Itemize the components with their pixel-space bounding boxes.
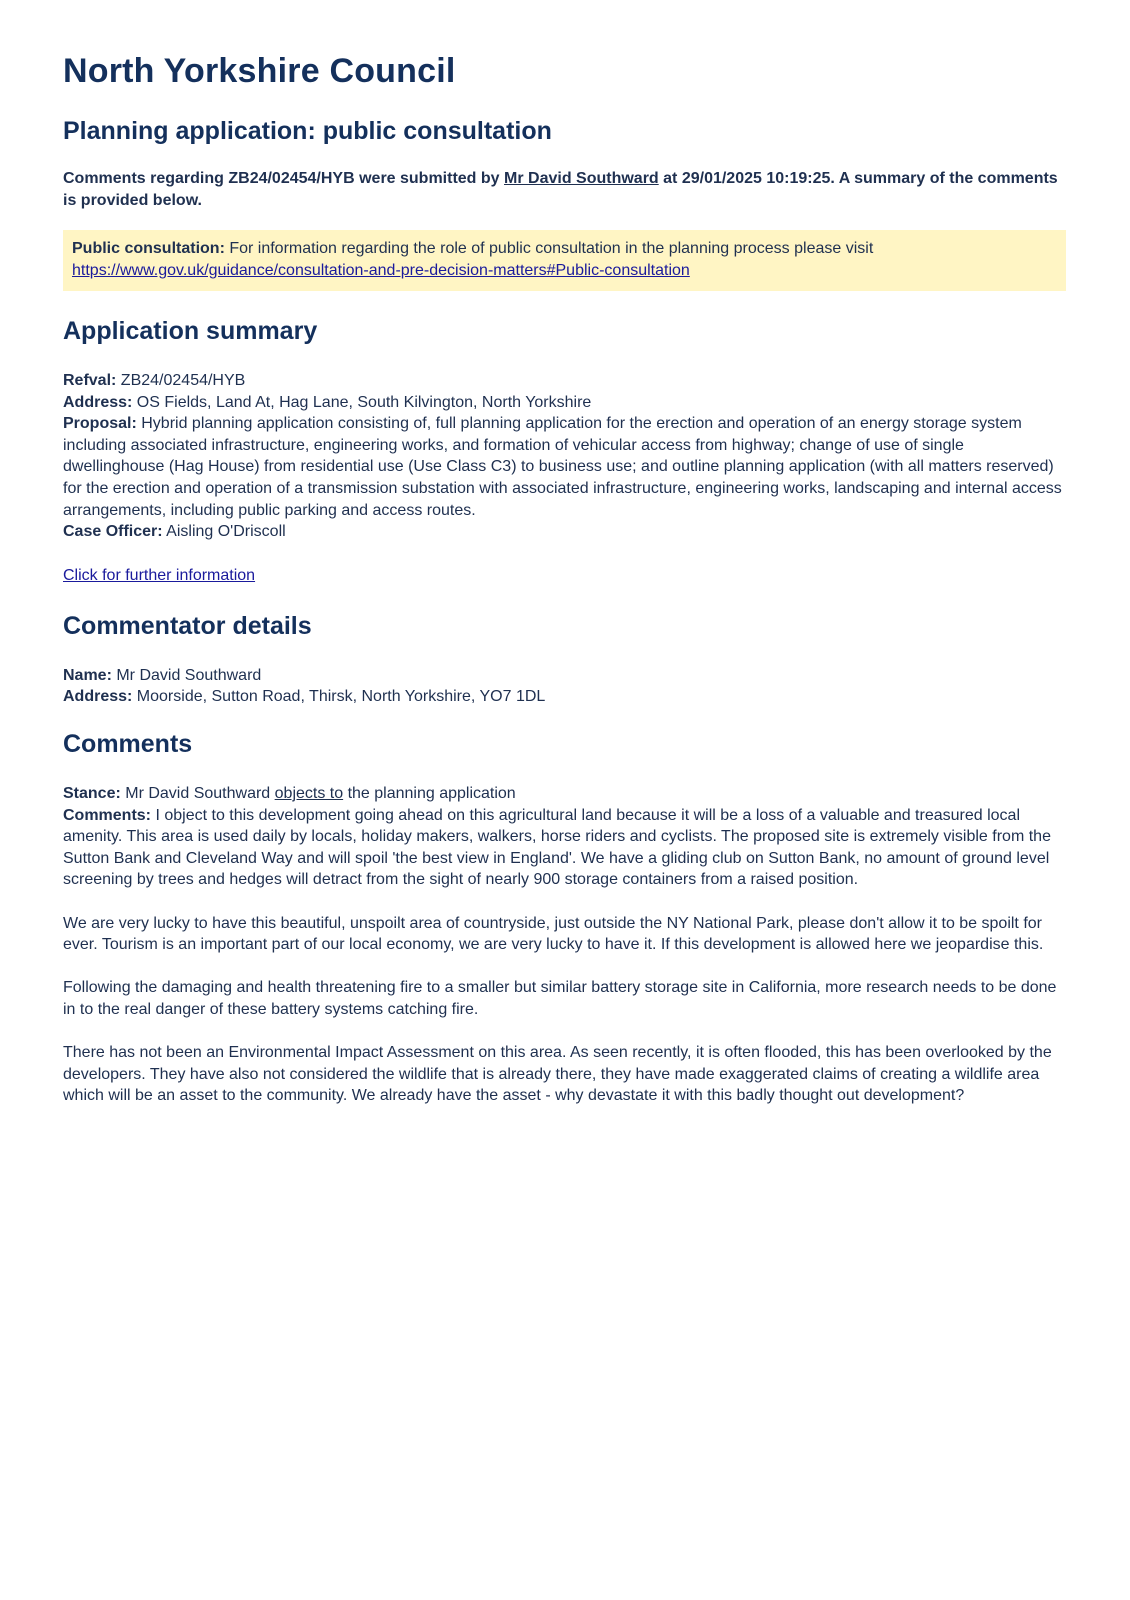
refval-value: ZB24/02454/HYB <box>116 372 246 389</box>
proposal-value: Hybrid planning application consisting of, full planning application for the erection and operation of an energy storage system including associated infrastructure, engineering works, and formation of vehicular access from highway; change of use of single dwellinghouse (Hag House) from residential use (Use Class C3) to business use; and outline planning application (with all matters reserved) for the erection and operation of a transmission substation with associated infrastructure, engineering works, landscaping and internal access arrangements, including public parking and access routes. <box>63 415 1062 519</box>
consultation-guidance-link[interactable]: https://www.gov.uk/guidance/consultation-and-pre-decision-matters#Public-consultation <box>72 262 690 279</box>
stance-label: Stance: <box>63 784 121 802</box>
commentator-link[interactable]: Mr David Southward <box>504 170 659 187</box>
name-label: Name: <box>63 666 112 684</box>
comments-label: Comments: <box>63 806 152 824</box>
comments-body <box>63 783 1066 1107</box>
refval-label: Refval: <box>63 372 117 389</box>
comment-paragraph-3: Following the damaging and health threatening fire to a smaller but similar battery storage site in California, more research needs to be done in to the real danger of these battery systems catching fire. <box>63 979 1057 1018</box>
name-value: Mr David Southward <box>111 666 262 684</box>
case-officer-value: Aisling O'Driscoll <box>162 523 286 541</box>
comment-paragraph-1: I object to this development going ahead on this agricultural land because it will be a loss of a valuable and treasured local amenity. This area is used daily by locals, holiday makers, walkers, horse riders and cyclists. The proposed site is extremely visible from the Sutton Bank and Cleveland Way and will spoil 'the best view in England'. We have a gliding club on Sutton Bank, no amount of ground level screening by trees and hedges will detract from the sight of nearly 900 storage containers from a raised position. <box>63 806 1051 889</box>
further-information-row <box>63 565 1066 587</box>
address-value: OS Fields, Land At, Hag Lane, South Kilvington, North Yorkshire <box>132 393 592 411</box>
intro-statement <box>63 168 1066 212</box>
notice-label: Public consultation: <box>72 240 225 257</box>
comment-paragraph-2: We are very lucky to have this beautiful, unspoilt area of countryside, just outside the NY National Park, please don't allow it to be spoilt for ever. Tourism is an important part of our local economy, we are very lucky to have it. If this development is allowed here we jeopardise this. <box>63 914 1044 954</box>
comment-paragraph-4: There has not been an Environmental Impact Assessment on this area. As seen recently, it is often flooded, this has been overlooked by the developers. They have also not considered the wildlife that is already there, they have made exaggerated claims of creating a wildlife area which will be an asset to the community. We already have the asset - why devastate it with this badly thought out development? <box>63 1044 1052 1105</box>
stance-value: objects to <box>274 784 344 802</box>
proposal-label: Proposal: <box>63 415 137 433</box>
council-title: North Yorkshire Council <box>63 52 456 90</box>
comments-heading: Comments <box>63 729 193 758</box>
commentator-address-label: Address: <box>63 688 133 706</box>
public-consultation-notice <box>63 230 1066 291</box>
further-information-link[interactable]: Click for further information <box>63 566 256 584</box>
case-officer-label: Case Officer: <box>63 523 163 541</box>
commentator-address-value: Moorside, Sutton Road, Thirsk, North Yorkshire, YO7 1DL <box>132 688 546 706</box>
stance-rest: the planning application <box>343 784 516 802</box>
commentator-details <box>63 665 1066 708</box>
address-label: Address: <box>63 393 133 411</box>
application-summary-heading: Application summary <box>63 317 318 345</box>
notice-text: For information regarding the role of public consultation in the planning process please visit <box>224 240 874 257</box>
page-subtitle: Planning application: public consultation <box>63 117 552 145</box>
application-summary-details <box>63 370 1066 543</box>
intro-suffix: at 29/01/2025 10:19:25. A summary of the comments is provided below. <box>63 170 1058 209</box>
intro-prefix: Comments regarding ZB24/02454/HYB were submitted by <box>63 170 505 187</box>
commentator-details-heading: Commentator details <box>63 611 312 640</box>
stance-name: Mr David Southward <box>120 784 275 802</box>
stance-and-comment-paragraph <box>63 783 1066 891</box>
